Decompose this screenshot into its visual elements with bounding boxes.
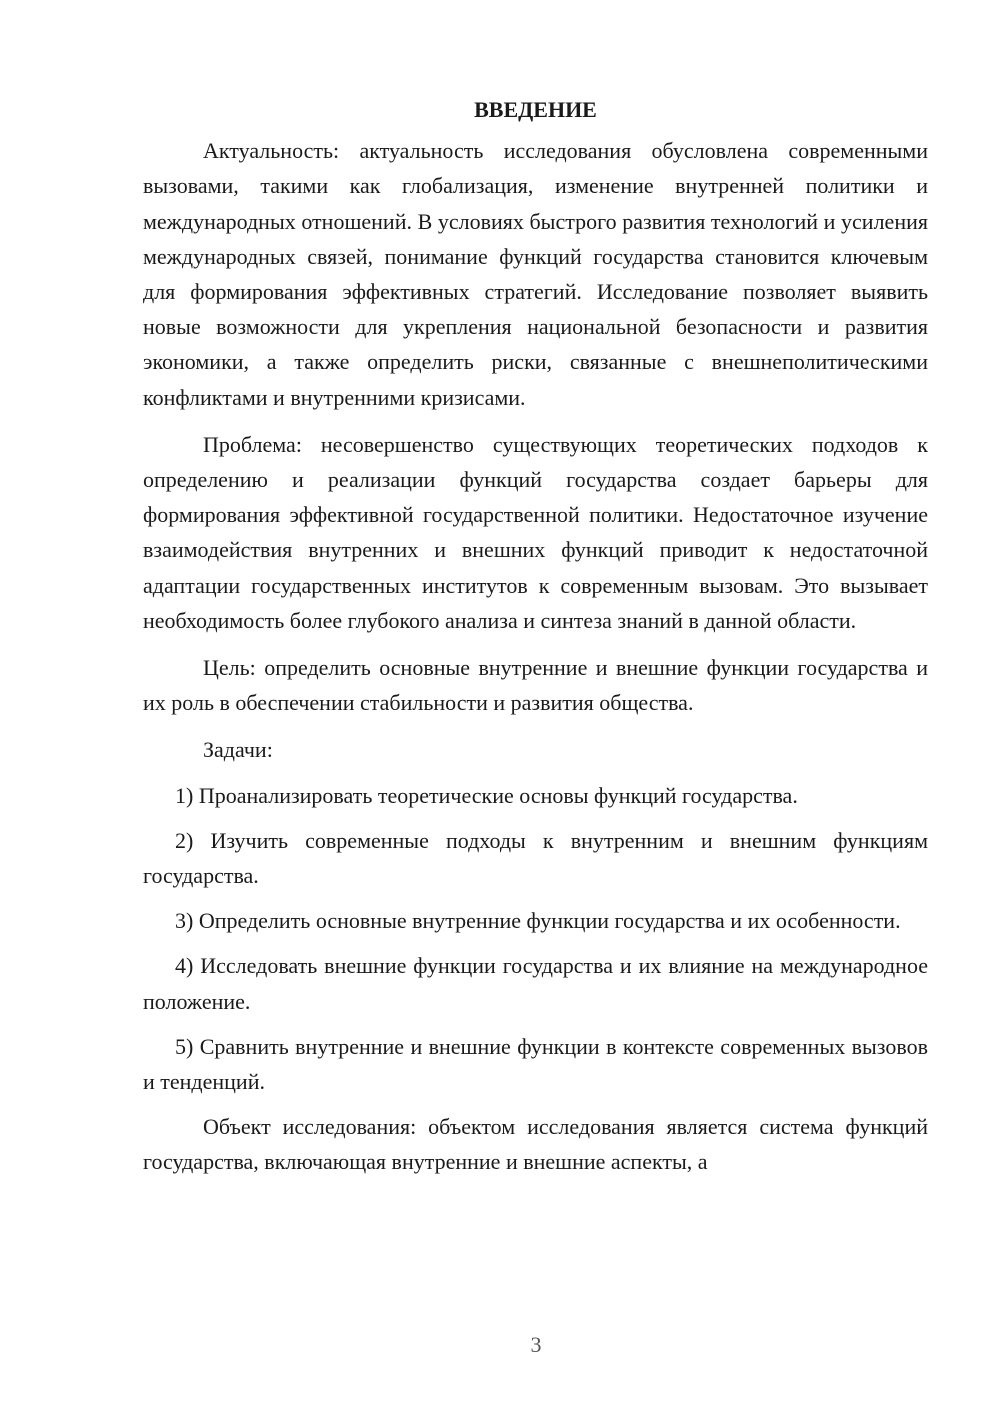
page-number: 3 [530,1332,542,1357]
task-item-4: 4) Исследовать внешние функции государства и их влияние на международное положение. [143,953,928,1014]
task-item-1: 1) Проанализировать теоретические основы функций государства. [175,782,798,808]
relevance-paragraph: Актуальность: актуальность исследования обусловлена современными вызовами, такими как глобализация, изменение внутренней политики и международных отношений. В условиях быстрого развития технологий и усиления международных связей, понимание функций государства становится ключевым для формирования эффективных стратегий. Исследование позволяет выявить новые возможности для укрепления национальной безопасности и развития экономики, а также определить риски, связанные с внешнеполитическими конфликтами и внутренними кризисами. [143,138,928,410]
task-item-3: 3) Определить основные внутренние функции государства и их особенности. [175,908,901,934]
goal-paragraph: Цель: определить основные внутренние и внешние функции государства и их роль в обеспечении стабильности и развития общества. [143,655,928,716]
problem-paragraph: Проблема: несовершенство существующих теоретических подходов к определению и реализации функций государства создает барьеры для формирования эффективной государственной политики. Недостаточное изучение взаимодействия внутренних и внешних функций приводит к недостаточной адаптации государственных институтов к современным вызовам. Это вызывает необходимость более глубокого анализа и синтеза знаний в данной области. [143,431,928,633]
tasks-label: Задачи: [203,737,273,763]
document-page [143,92,928,1192]
object-paragraph: Объект исследования: объектом исследования является система функций государства, включающая внутренние и внешние аспекты, а [143,1114,928,1175]
section-heading: ВВЕДЕНИЕ [474,97,597,122]
task-item-2: 2) Изучить современные подходы к внутренним и внешним функциям государства. [143,827,928,889]
task-item-5: 5) Сравнить внутренние и внешние функции в контексте современных вызовов и тенденций. [143,1033,928,1095]
